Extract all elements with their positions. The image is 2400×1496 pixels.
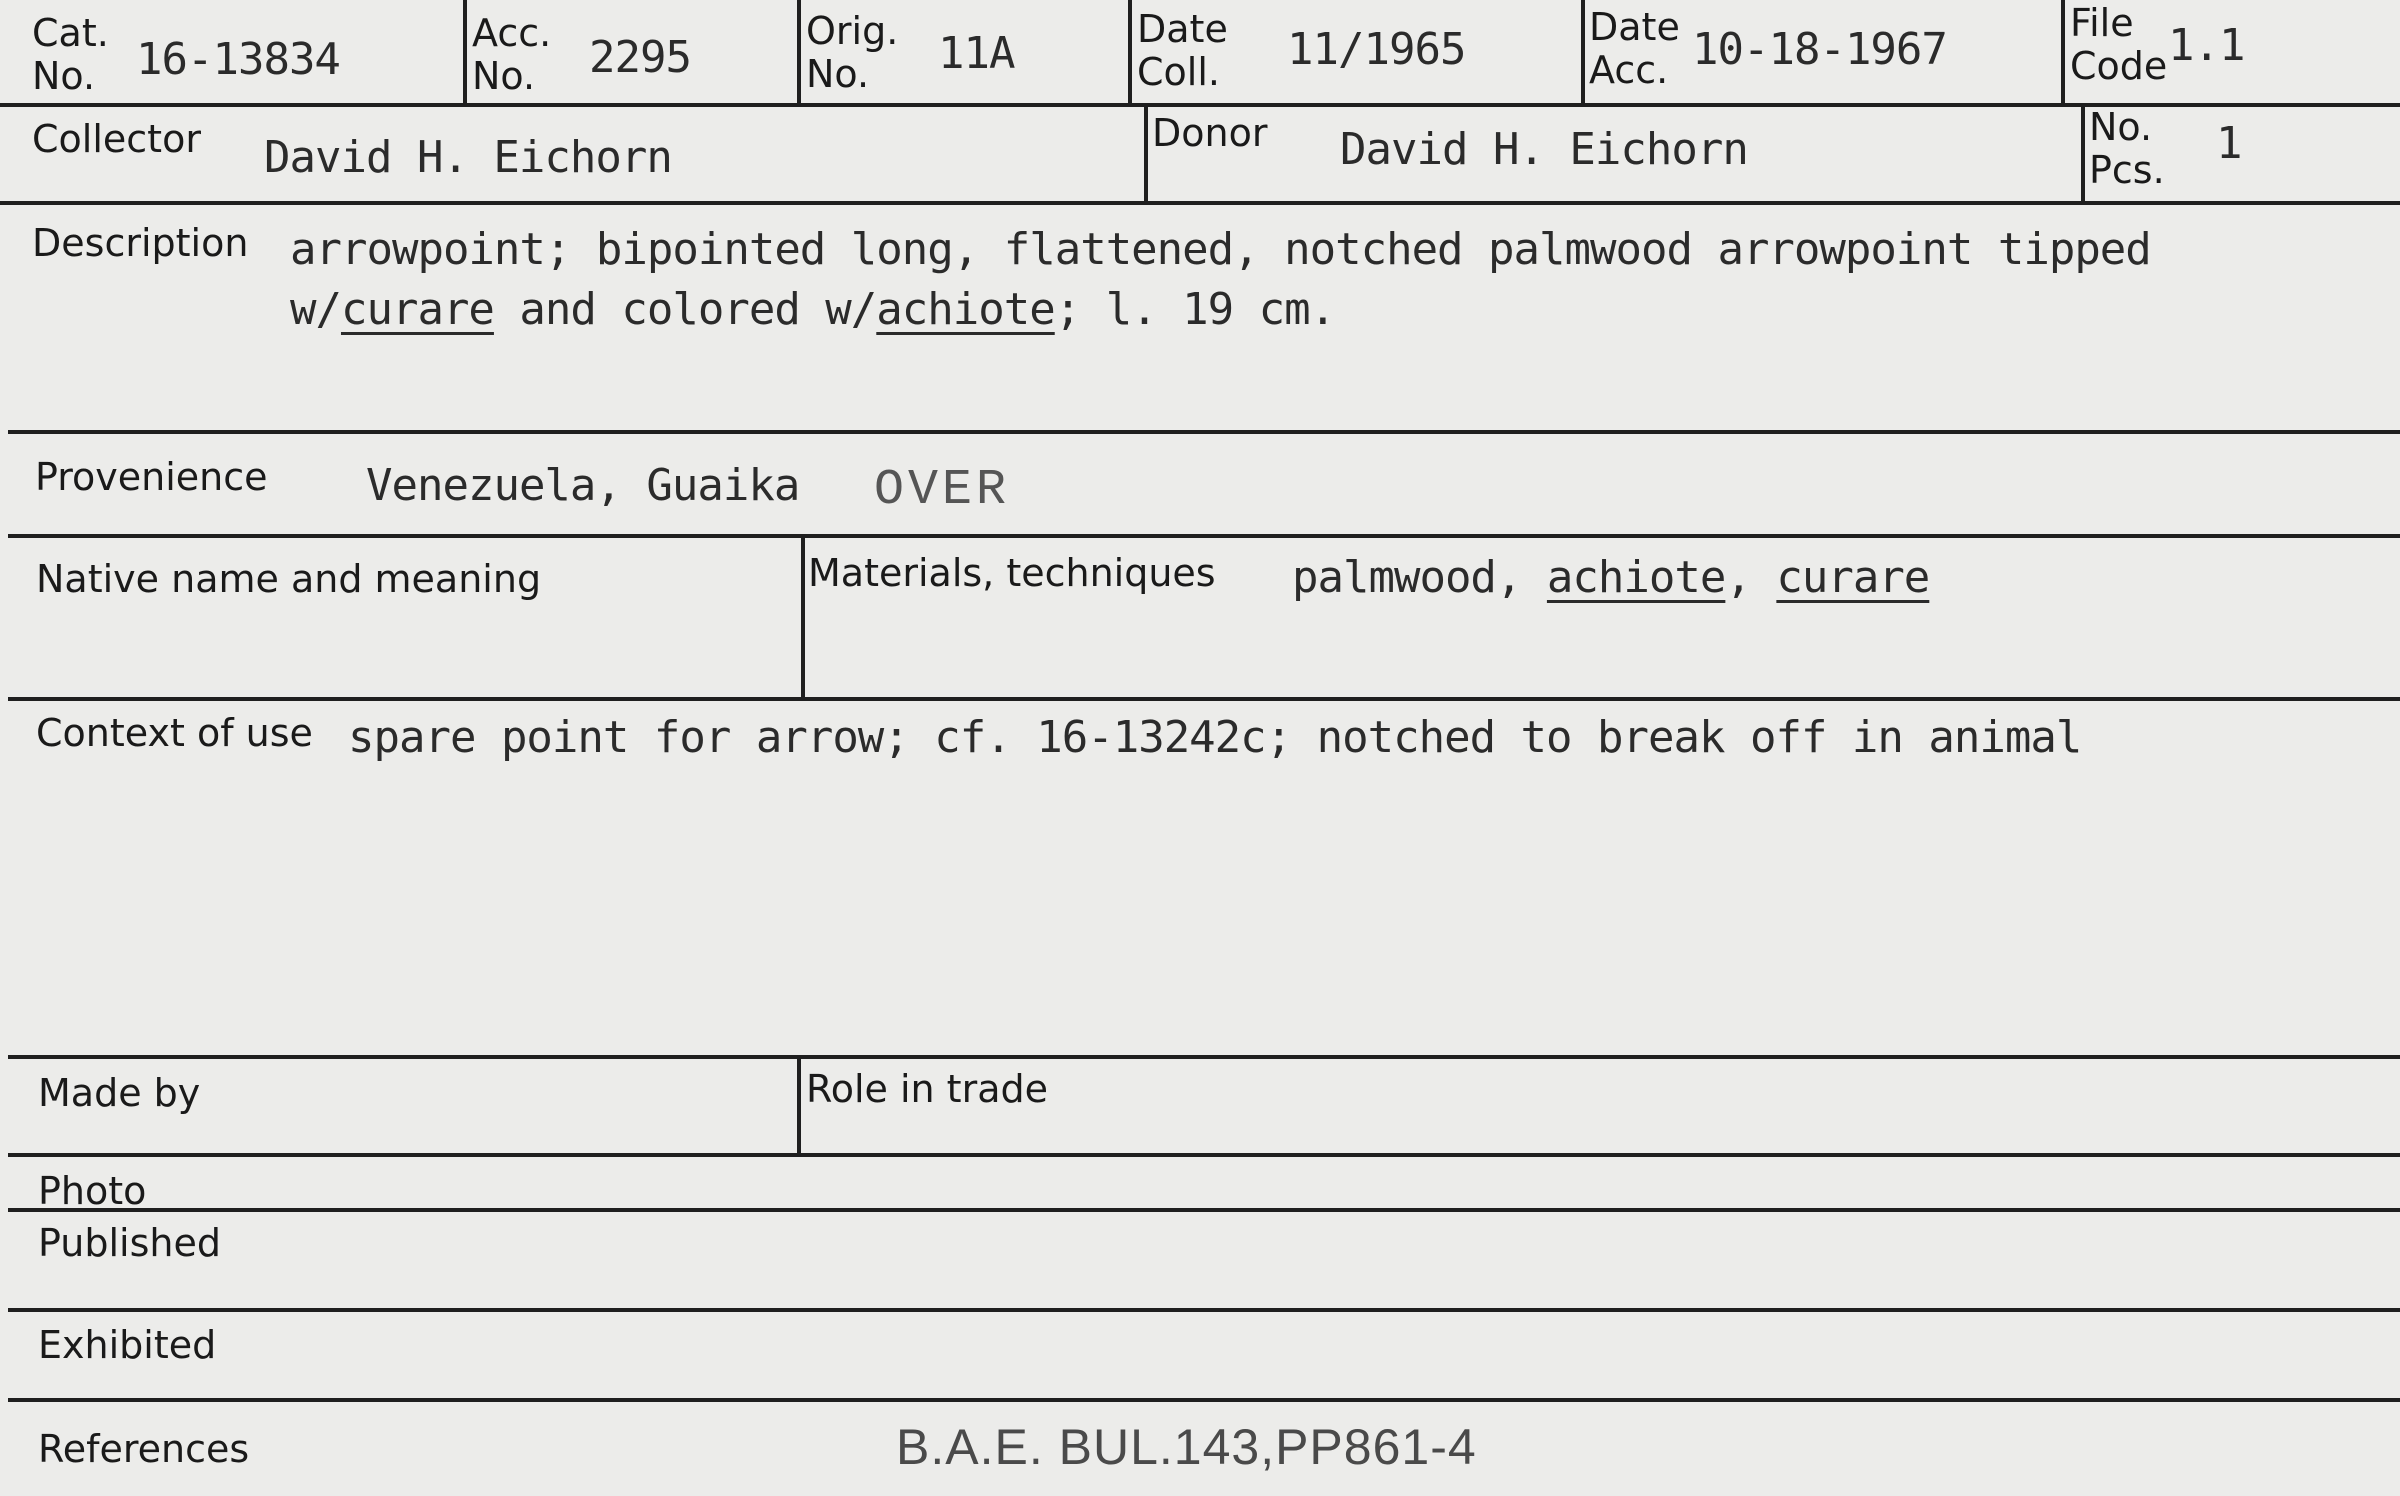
- date-coll-label-line2: Coll.: [1137, 49, 1220, 94]
- collector-label: Collector: [32, 117, 201, 161]
- acc-no-value: 2295: [589, 32, 691, 83]
- description-text: ; l. 19 cm.: [1054, 284, 1336, 335]
- date-coll-label-line1: Date: [1137, 7, 1228, 51]
- pieces-label-line1: No.: [2089, 105, 2153, 149]
- file-code-value: 1.1: [2168, 20, 2245, 71]
- rule-header-bottom: [0, 103, 2400, 107]
- rule-exhibited-bottom: [8, 1398, 2400, 1402]
- donor-value: David H. Eichorn: [1340, 124, 1748, 175]
- rule-context-bottom: [8, 1055, 2400, 1059]
- file-code-label-line1: File: [2070, 1, 2134, 45]
- orig-no-label: [806, 10, 898, 95]
- published-label: Published: [38, 1221, 221, 1265]
- rule-v-donor-pieces: [2081, 103, 2085, 203]
- cat-label-line2: No.: [32, 53, 96, 98]
- rule-v-cat-acc: [463, 0, 467, 105]
- description-line2: [290, 284, 1335, 335]
- date-coll-value: 11/1965: [1287, 24, 1466, 75]
- rule-published-bottom: [8, 1308, 2400, 1312]
- cat-no-label: [32, 12, 109, 97]
- materials-label: Materials, techniques: [808, 551, 1216, 595]
- rule-v-native-materials: [801, 534, 805, 699]
- rule-v-dateacc-filecode: [2061, 0, 2065, 105]
- rule-provenience-bottom: [8, 534, 2400, 538]
- provenience-label: Provenience: [35, 455, 268, 499]
- acc-label-line1: Acc.: [472, 11, 552, 55]
- material-curare: curare: [1776, 552, 1930, 603]
- pieces-label-line2: Pcs.: [2089, 147, 2165, 192]
- acc-label-line2: No.: [472, 53, 536, 98]
- rule-v-datecoll-dateacc: [1581, 0, 1585, 105]
- rule-photo-bottom: [8, 1208, 2400, 1212]
- description-label: Description: [32, 221, 249, 265]
- rule-native-bottom: [8, 697, 2400, 701]
- rule-description-bottom: [8, 430, 2400, 434]
- rule-v-madeby-role: [797, 1055, 801, 1155]
- rule-made-by-bottom: [8, 1153, 2400, 1157]
- material-palmwood: palmwood,: [1292, 552, 1522, 603]
- date-coll-label: [1137, 8, 1228, 93]
- references-value: B.A.E. BUL.143,PP861-4: [896, 1419, 1477, 1475]
- date-acc-value: 10-18-1967: [1692, 24, 1947, 75]
- rule-v-collector-donor: [1144, 103, 1148, 203]
- role-in-trade-label: Role in trade: [806, 1067, 1048, 1111]
- date-acc-label: [1589, 6, 1680, 91]
- description-text: w/: [290, 284, 341, 335]
- file-code-label-line2: Code: [2070, 43, 2168, 88]
- context-label: Context of use: [36, 711, 313, 755]
- cat-label-line1: Cat.: [32, 11, 109, 55]
- collector-value: David H. Eichorn: [264, 132, 672, 183]
- provenience-value: Venezuela, Guaika: [366, 460, 800, 511]
- date-acc-label-line2: Acc.: [1589, 47, 1669, 92]
- cat-no-value: 16-13834: [136, 34, 340, 85]
- native-name-label: Native name and meaning: [36, 557, 542, 601]
- over-stamp: OVER: [874, 462, 1011, 519]
- context-value: spare point for arrow; cf. 16-13242c; notched to break off in animal: [348, 712, 2082, 763]
- rule-v-orig-datecoll: [1128, 0, 1132, 105]
- material-achiote: achiote: [1546, 552, 1726, 603]
- rule-v-acc-orig: [797, 0, 801, 105]
- materials-separator: ,: [1725, 552, 1751, 603]
- orig-label-line2: No.: [806, 51, 870, 96]
- rule-collector-bottom: [0, 201, 2400, 205]
- made-by-label: Made by: [38, 1071, 201, 1115]
- file-code-label: [2070, 2, 2167, 87]
- description-curare: curare: [340, 284, 494, 335]
- description-achiote: achiote: [876, 284, 1055, 335]
- photo-label: Photo: [38, 1169, 147, 1213]
- references-label: References: [38, 1427, 250, 1471]
- pieces-label: [2089, 106, 2165, 191]
- description-text: and colored w/: [493, 284, 877, 335]
- materials-value: [1292, 552, 1929, 603]
- exhibited-label: Exhibited: [38, 1323, 217, 1367]
- orig-label-line1: Orig.: [806, 9, 899, 53]
- orig-no-value: 11A: [938, 28, 1015, 79]
- donor-label: Donor: [1152, 111, 1268, 155]
- acc-no-label: [472, 12, 551, 97]
- description-line1: arrowpoint; bipointed long, flattened, notched palmwood arrowpoint tipped: [290, 224, 2151, 275]
- date-acc-label-line1: Date: [1589, 5, 1680, 49]
- pieces-value: 1: [2216, 118, 2242, 169]
